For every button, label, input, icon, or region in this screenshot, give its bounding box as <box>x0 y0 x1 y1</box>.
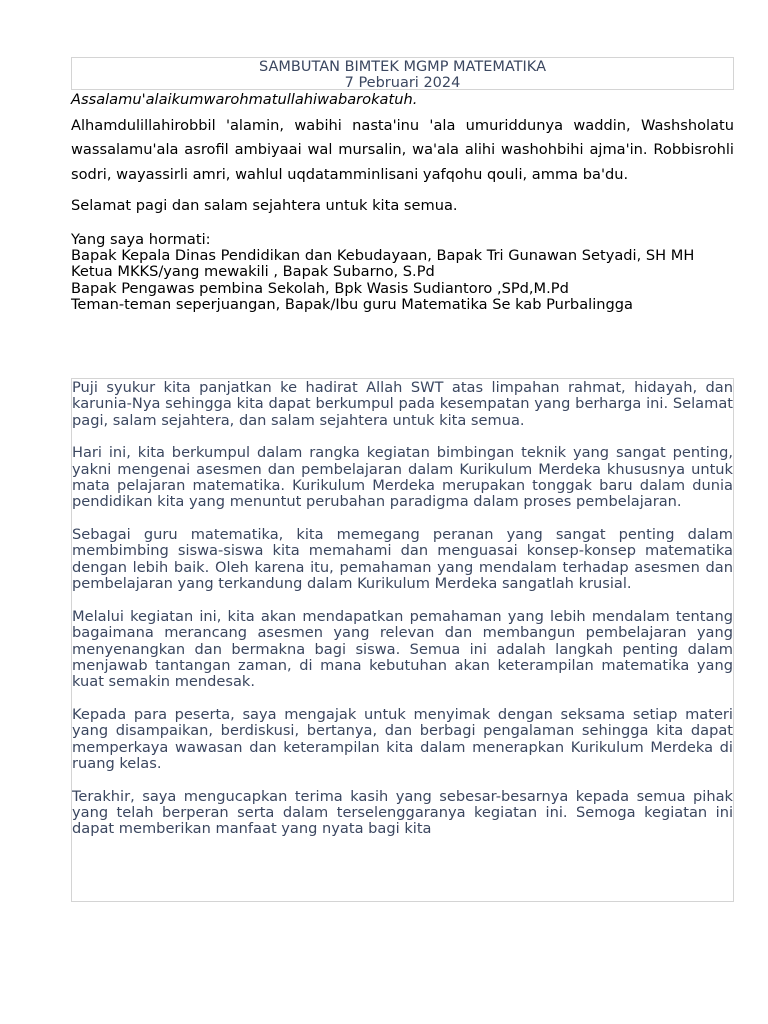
speech-paragraph: Sebagai guru matematika, kita memegang peranan yang sangat penting dalam membimbing siswa-siswa kita memahami dan menguasai konsep-konsep matematika dengan lebih baik. Oleh karena itu, pemahaman yang mendalam terhadap asesmen dan pembelajaran yang terkandung dalam Kurikulum Merdeka sangatlah krusial. <box>72 526 733 593</box>
document-date: 7 Pebruari 2024 <box>344 75 461 91</box>
speech-paragraph: Melalui kegiatan ini, kita akan mendapatkan pemahaman yang lebih mendalam tentang bagaimana merancang asesmen yang relevan dan membangun pembelajaran yang menyenangkan dan bermakna bagi siswa. Semua ini adalah langkah penting dalam menjawab tantangan zaman, di mana kebutuhan akan keterampilan matematika yang kuat semakin mendesak. <box>72 607 733 691</box>
document-title: SAMBUTAN BIMTEK MGMP MATEMATIKA <box>259 59 546 75</box>
speech-paragraph: Puji syukur kita panjatkan ke hadirat Allah SWT atas limpahan rahmat, hidayah, dan karunia-Nya sehingga kita dapat berkumpul pada kesempatan yang berharga ini. Selamat pagi, salam sejahtera, dan salam sejahtera untuk kita semua. <box>72 379 733 429</box>
honored-item: Ketua MKKS/yang mewakili , Bapak Subarno, S.Pd <box>71 263 435 281</box>
opening-section <box>71 91 734 313</box>
opening-salam: Assalamu'alaikumwarohmatullahiwabarokatuh. <box>71 91 418 108</box>
honored-heading: Yang saya hormati: <box>71 230 211 248</box>
honored-item: Teman-teman seperjuangan, Bapak/Ibu guru Matematika Se kab Purbalingga <box>71 295 633 313</box>
document-page <box>71 57 734 313</box>
title-box <box>71 57 734 90</box>
opening-greeting: Selamat pagi dan salam sejahtera untuk kita semua. <box>71 196 458 214</box>
speech-paragraph: Kepada para peserta, saya mengajak untuk menyimak dengan seksama setiap materi yang disampaikan, berdiskusi, bertanya, dan berbagi pengalaman sehingga kita dapat memperkaya wawasan dan keterampilan kita dalam menerapkan Kurikulum Merdeka di ruang kelas. <box>72 705 733 772</box>
honored-guests <box>71 232 734 313</box>
honored-item: Bapak Kepala Dinas Pendidikan dan Kebudayaan, Bapak Tri Gunawan Setyadi, SH MH <box>71 247 695 265</box>
honored-item: Bapak Pengawas pembina Sekolah, Bpk Wasis Sudiantoro ,SPd,M.Pd <box>71 279 569 297</box>
speech-paragraph: Hari ini, kita berkumpul dalam rangka kegiatan bimbingan teknik yang sangat penting, yakni mengenai asesmen dan pembelajaran dalam Kurikulum Merdeka khususnya untuk mata pelajaran matematika. Kurikulum Merdeka merupakan tonggak baru dalam dunia pendidikan kita yang menuntut perubahan paradigma dalam proses pembelajaran. <box>72 444 733 511</box>
opening-hamdalah: Alhamdulillahirobbil 'alamin, wabihi nasta'inu 'ala umuriddunya waddin, Washsholatu wassalamu'ala asrofil ambiyaai wal mursalin, wa'ala alihi washohbihi ajma'in. Robbisrohli sodri, wayassirli amri, wahlul uqdatamminlisani yafqohu qouli, amma ba'du. <box>71 117 734 183</box>
speech-text-box <box>71 378 734 902</box>
speech-paragraph: Terakhir, saya mengucapkan terima kasih yang sebesar-besarnya kepada semua pihak yang telah berperan serta dalam terselenggaranya kegiatan ini. Semoga kegiatan ini dapat memberikan manfaat yang nyata bagi kita <box>72 787 733 838</box>
